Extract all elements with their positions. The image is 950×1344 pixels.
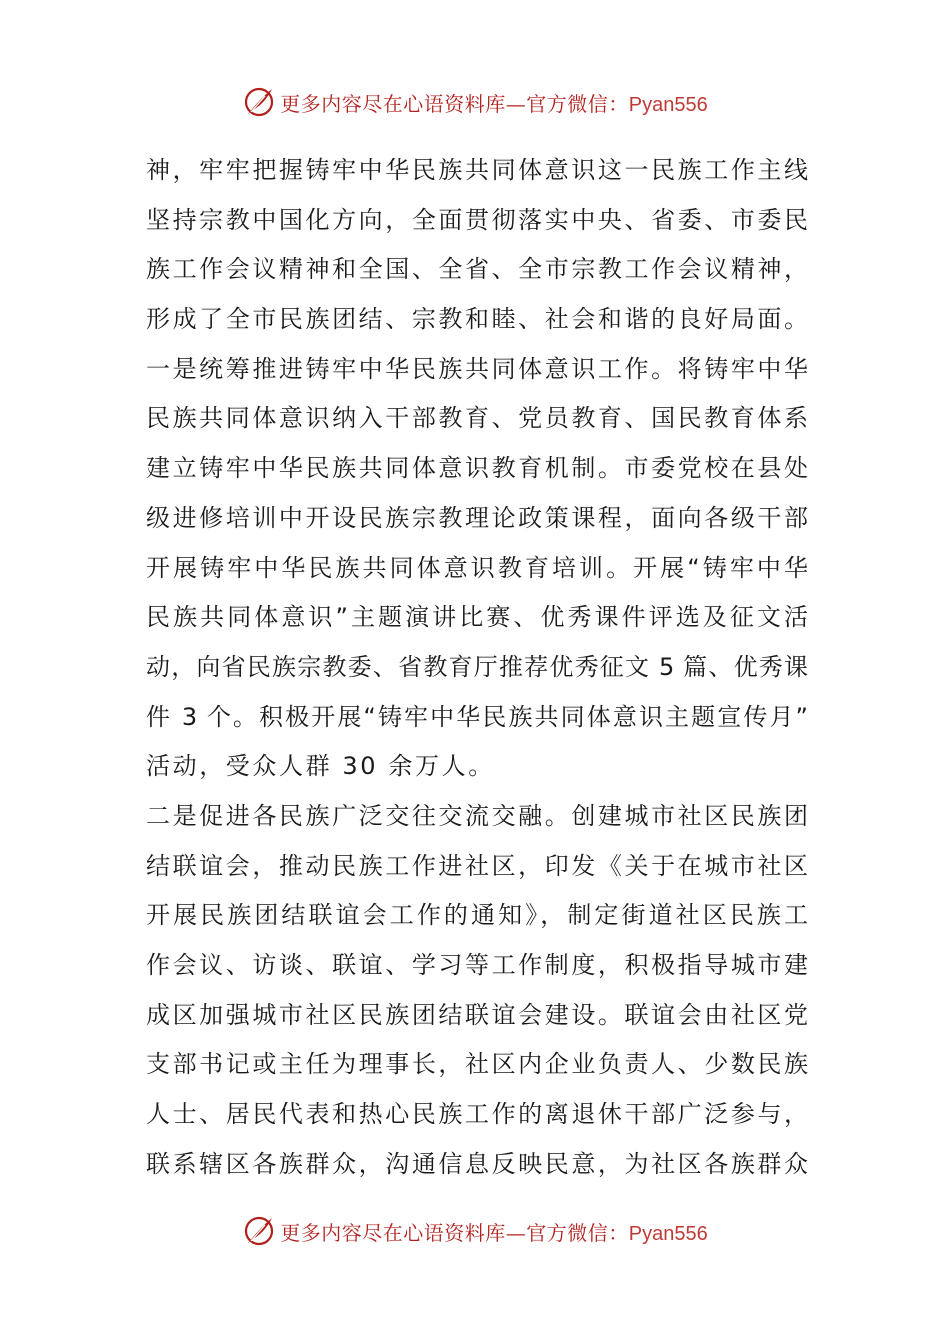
header-banner-wechat-id: Pyan556 (628, 93, 708, 116)
header-banner-dash: — (505, 91, 527, 116)
body-line: 动，向省民族宗教委、省教育厅推荐优秀征文 5 篇、优秀课 (146, 652, 808, 681)
body-line: 人士、居民代表和热心民族工作的离退休干部广泛参与， (146, 1100, 808, 1129)
quill-circle-logo-icon (242, 85, 276, 119)
body-line: 支部书记或主任为理事长，社区内企业负责人、少数民族 (146, 1050, 808, 1079)
body-line: 联系辖区各族群众，沟通信息反映民意，为社区各族群众 (146, 1149, 808, 1178)
body-line: 件 3 个。积极开展“铸牢中华民族共同体意识主题宣传月” (146, 702, 808, 731)
body-line: 坚持宗教中国化方向，全面贯彻落实中央、省委、市委民 (146, 205, 808, 234)
footer-banner-label: 更多内容尽在心语资料库 (280, 1220, 506, 1245)
body-line: 建立铸牢中华民族共同体意识教育机制。市委党校在县处 (146, 454, 808, 483)
footer-banner-text (280, 1217, 707, 1246)
document-body (146, 146, 808, 1189)
body-line: 开展民族团结联谊会工作的通知》，制定街道社区民族工 (146, 901, 808, 930)
header-banner (0, 82, 950, 122)
body-line: 民族共同体意识”主题演讲比赛、优秀课件评选及征文活 (146, 603, 808, 632)
footer-banner (0, 1211, 950, 1251)
footer-banner-wechat-label: 官方微信： (526, 1220, 629, 1245)
footer-banner-wechat-id: Pyan556 (628, 1222, 708, 1245)
quill-circle-logo-icon (242, 1214, 276, 1248)
header-banner-label: 更多内容尽在心语资料库 (280, 91, 506, 116)
body-line: 结联谊会，推动民族工作进社区，印发《关于在城市社区 (146, 851, 808, 880)
body-line: 级进修培训中开设民族宗教理论政策课程，面向各级干部 (146, 503, 808, 532)
body-line: 成区加强城市社区民族团结联谊会建设。联谊会由社区党 (146, 1000, 808, 1029)
footer-banner-dash: — (505, 1220, 527, 1245)
body-line: 民族共同体意识纳入干部教育、党员教育、国民教育体系 (146, 404, 808, 433)
body-line: 开展铸牢中华民族共同体意识教育培训。开展“铸牢中华 (146, 553, 808, 582)
body-line: 二是促进各民族广泛交往交流交融。创建城市社区民族团 (146, 801, 808, 830)
header-banner-wechat-label: 官方微信： (526, 91, 629, 116)
body-line: 作会议、访谈、联谊、学习等工作制度，积极指导城市建 (146, 951, 808, 979)
body-line: 族工作会议精神和全国、全省、全市宗教工作会议精神， (146, 255, 808, 284)
body-line: 形成了全市民族团结、宗教和睦、社会和谐的良好局面。 (146, 305, 808, 334)
header-banner-text (280, 88, 707, 117)
body-line: 神，牢牢把握铸牢中华民族共同体意识这一民族工作主线 (146, 156, 808, 184)
body-line: 活动，受众人群 30 余万人。 (146, 752, 495, 781)
body-line: 一是统筹推进铸牢中华民族共同体意识工作。将铸牢中华 (146, 354, 808, 383)
